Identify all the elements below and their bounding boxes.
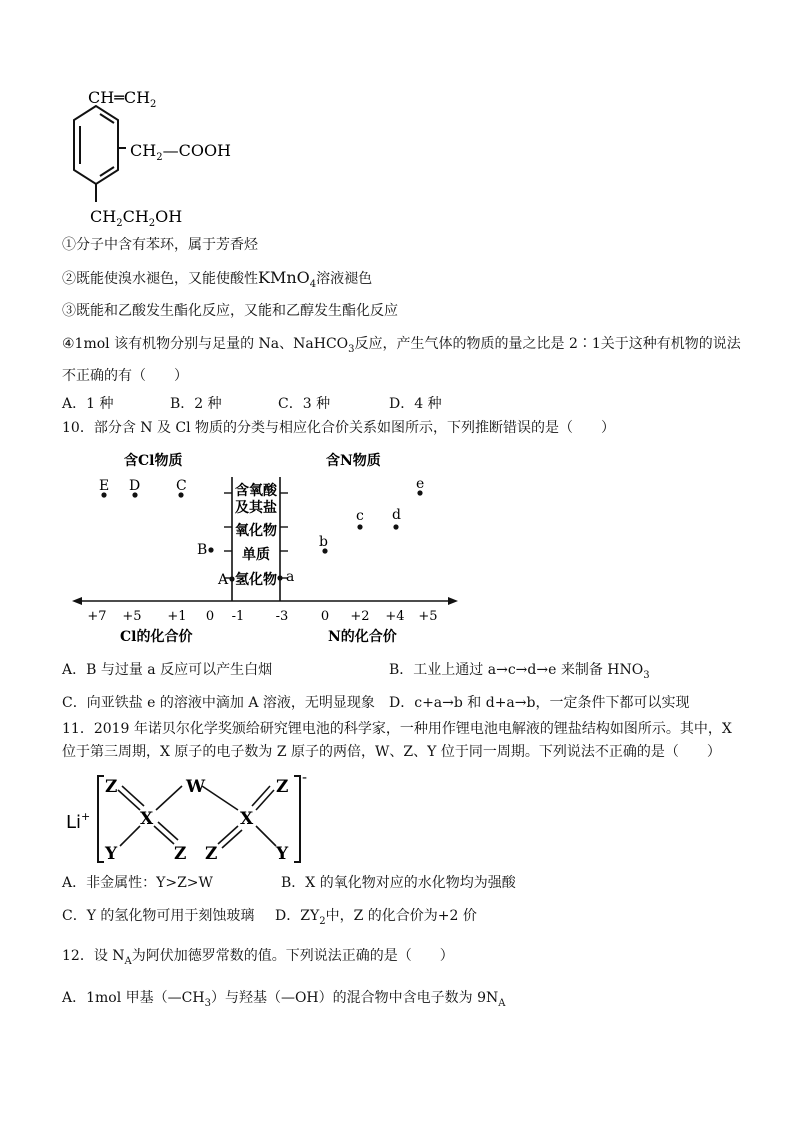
n-point-d	[393, 524, 398, 529]
ch2ch2oh-group-label: $CH_2CH_2OH$	[90, 207, 183, 229]
right-bracket	[294, 776, 300, 862]
valence-classification-figure	[70, 445, 470, 650]
cl-tick-label: 0	[205, 609, 215, 624]
q12-option-a: A．1mol 甲基$(—CH_3)$与羟基（—OH）的混合物中含电子数为 $9N_A$	[62, 990, 506, 1009]
atom-z: Z	[174, 844, 187, 864]
q10-option-b: B．工业上通过 a→c→d→e 来制备 $HNO_3$	[389, 662, 650, 681]
cl-point-label: C	[176, 478, 187, 494]
n-tick-label: +4	[385, 609, 405, 624]
cl-point-label: D	[129, 478, 141, 494]
q9-statement-2: ②既能使溴水褪色，又能使酸性KMnO$_4$溶液褪色	[62, 268, 373, 290]
atom-y: Y	[105, 844, 118, 864]
q9-option-a: A．1 种	[62, 396, 114, 412]
n-axis-title: N的化合价	[328, 629, 397, 645]
cl-tick-label: -1	[231, 609, 245, 624]
q9-statement-1: ①分子中含有苯环，属于芳香烃	[62, 237, 258, 253]
n-tick-label: +2	[350, 609, 370, 624]
q11-option-c: C．Y 的氢化物可用于刻蚀玻璃	[62, 908, 255, 924]
q9-statement-4: ④1mol 该有机物分别与足量的 Na、NaHCO$_3$反应，产生气体的物质的量之比是 2∶1关于这种有机物的说法	[62, 336, 741, 355]
cl-tick-label: +1	[167, 609, 187, 624]
atom-z: Z	[205, 844, 218, 864]
cl-point-a	[229, 576, 234, 581]
q10-option-a: A．B 与过量 a 反应可以产生白烟	[62, 662, 273, 678]
category-oxide: 氧化物	[235, 523, 277, 539]
q10-option-d: D．c+a→b 和 d+a→b，一定条件下都可以实现	[389, 695, 690, 711]
lithium-salt-structure	[62, 770, 322, 870]
cl-point-label: E	[99, 478, 110, 494]
category-element: 单质	[242, 547, 270, 563]
n-tick-label: 0	[320, 609, 330, 624]
n-tick-label: -3	[275, 609, 289, 624]
category-oxyacid: 含氧酸	[235, 483, 277, 499]
n-title: 含N物质	[326, 453, 381, 469]
organic-structure-diagram	[60, 84, 290, 234]
atom-w: W	[186, 777, 206, 797]
q10-stem: 10．部分含 N 及 Cl 物质的分类与相应化合价关系如图所示，下列推断错误的是（ ）	[62, 420, 616, 436]
q9-option-c: C．3 种	[278, 396, 331, 412]
atom-z: Z	[105, 777, 118, 797]
q9-option-d: D．4 种	[389, 396, 442, 412]
n-point-label: d	[392, 507, 401, 523]
q11-stem-line2: 位于第三周期，X 原子的电子数为 Z 原子的两倍，W、Z、Y 位于同一周期。下列说法不正确的是（ ）	[62, 744, 721, 760]
q11-option-b: B．X 的氧化物对应的水化物均为强酸	[281, 875, 516, 891]
q9-statement-3: ③既能和乙酸发生酯化反应，又能和乙醇发生酯化反应	[62, 303, 398, 319]
q9-statement-4-cont: 不正确的有（ ）	[62, 368, 188, 384]
li-cation: Li+	[66, 810, 91, 833]
q12-stem: 12．设 $N_A$为阿伏加德罗常数的值。下列说法正确的是（ ）	[62, 948, 454, 967]
cl-point-label: B	[197, 542, 208, 558]
anion-charge: -	[302, 770, 308, 786]
atom-z: Z	[276, 777, 289, 797]
n-point-c	[357, 524, 362, 529]
cl-point-b	[208, 547, 213, 552]
atom-x: X	[140, 809, 154, 829]
category-hydride: 氢化物	[235, 572, 277, 588]
n-point-a	[277, 575, 282, 580]
cl-tick-label: +5	[122, 609, 142, 624]
q11-option-d: D．$ZY_2$中，Z 的化合价为+2 价	[275, 908, 477, 927]
atom-x: X	[240, 809, 254, 829]
q10-option-c: C．向亚铁盐 e 的溶液中滴加 A 溶液，无明显现象	[62, 695, 375, 711]
cl-axis-title: Cl的化合价	[120, 629, 193, 645]
ch2cooh-group-label: $CH_2—COOH$	[130, 141, 232, 163]
q11-option-a: A．非金属性：Y>Z>W	[62, 875, 213, 891]
n-point-label: a	[286, 569, 295, 585]
n-tick-label: +5	[418, 609, 438, 624]
q9-option-b: B．2 种	[170, 396, 222, 412]
atom-y: Y	[276, 844, 289, 864]
left-bracket	[98, 776, 104, 862]
category-oxyacid-salt: 及其盐	[235, 500, 277, 516]
cl-title: 含Cl物质	[124, 453, 183, 469]
cl-tick-label: +7	[87, 609, 107, 624]
n-point-label: c	[356, 508, 364, 524]
vinyl-group-label: $CH═CH_2$	[88, 88, 157, 110]
cl-point-label: A	[218, 572, 229, 588]
q11-stem-line1: 11．2019 年诺贝尔化学奖颁给研究锂电池的科学家，一种用作锂电池电解液的锂盐结构如图所示。其中，X	[62, 721, 732, 737]
n-point-label: b	[319, 534, 328, 550]
n-point-label: e	[416, 476, 425, 492]
